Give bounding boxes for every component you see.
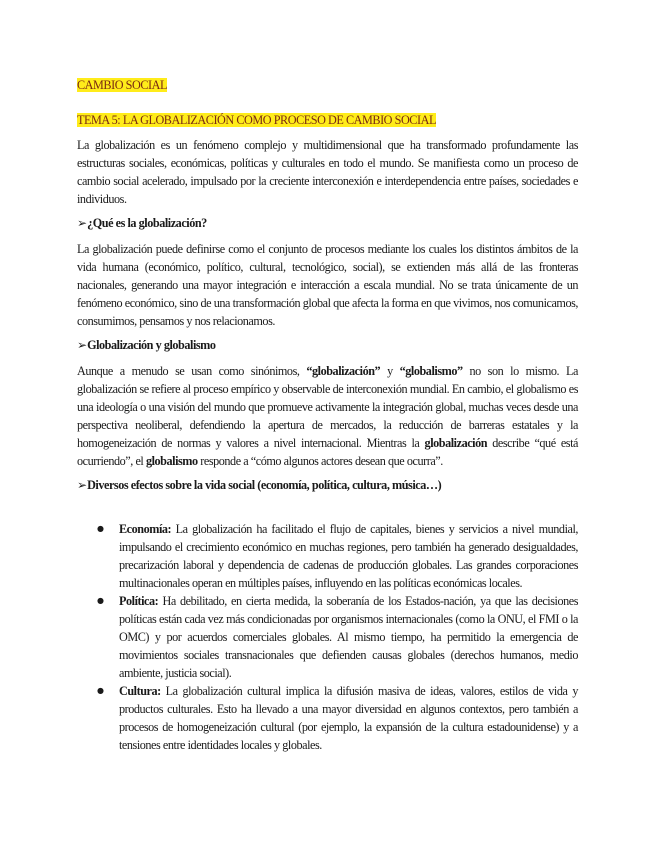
list-item-text: La globalización cultural implica la difusión masiva de ideas, valores, estilos de vida y productos culturales. Esto ha llevado a una mayor diversidad en algunos contextos, pero también a procesos de homogeneización cultural (por ejemplo, la expansión de la cultura estadounidense) y a tensiones entre identidades locales y globales. (119, 684, 578, 752)
topic-title (77, 111, 578, 129)
text-run: describe “qué está ocurriendo”, el (77, 436, 578, 468)
document-body (77, 76, 578, 754)
arrow-bullet-icon: ➢ (77, 338, 88, 352)
text-run: y (380, 364, 400, 378)
section-heading-text: Diversos efectos sobre la vida social (economía, política, cultura, música…) (87, 478, 442, 492)
bold-term: “globalismo” (399, 364, 463, 378)
list-item-politics (97, 592, 578, 682)
subject-title (77, 76, 578, 94)
bold-term: globalismo (145, 454, 198, 468)
list-item-label: Política: (119, 594, 159, 608)
list-item-economy (97, 520, 578, 592)
list-item-label: Economía: (119, 522, 172, 536)
section-heading-text: ¿Qué es la globalización? (87, 216, 207, 230)
bullet-dot-icon: ● (97, 686, 104, 695)
arrow-bullet-icon: ➢ (77, 216, 88, 230)
text-run: Aunque a menudo se usan como sinónimos, (77, 364, 307, 378)
bullet-dot-icon: ● (97, 596, 104, 605)
definition-paragraph: La globalización puede definirse como el conjunto de procesos mediante los cuales los distintos ámbitos de la vida humana (económico, político, cultural, tecnológico, social), se extienden más allá de las fronteras nacionales, generando una mayor integración e interacción a escala mundial. No se trata únicamente de un fenómeno económico, sino de una transformación global que afecta la forma en que vivimos, nos comunicamos, consumimos, pensamos y nos relacionamos. (77, 242, 578, 328)
list-item-text: Ha debilitado, en cierta medida, la soberanía de los Estados-nación, ya que las decisiones políticas están cada vez más condicionadas por organismos internacionales (como la ONU, el FMI o la OMC) y por acuerdos comerciales globales. Al mismo tiempo, ha permitido la emergencia de movimientos sociales transnacionales que defienden causas globales (derechos humanos, medio ambiente, justicia social). (119, 594, 578, 680)
subject-highlight: CAMBIO SOCIAL (77, 78, 167, 92)
list-item-label: Cultura: (119, 684, 161, 698)
bold-term: globalización (424, 436, 488, 450)
bullet-dot-icon: ● (97, 524, 104, 533)
section-heading-text: Globalización y globalismo (87, 338, 216, 352)
intro-paragraph: La globalización es un fenómeno complejo y multidimensional que ha transformado profundamente las estructuras sociales, económicas, políticas y culturales en todo el mundo. Se manifiesta como un proceso de cambio social acelerado, impulsado por la creciente interconexión e interdependencia entre países, sociedades e individuos. (77, 138, 578, 206)
list-item-culture (97, 682, 578, 754)
section-heading-effects (77, 476, 578, 494)
globalism-paragraph (77, 362, 578, 470)
section-heading-globalism (77, 336, 578, 354)
text-run: no son lo mismo. La globalización se refiere al proceso empírico y observable de interconexión mundial. En cambio, el globalismo es una ideología o una visión del mundo que promueve activamente la integración global, muchas veces desde una perspectiva neoliberal, defendiendo la apertura de mercados, la reducción de barreras estatales y la homogeneización de normas y valores a nivel internacional. Mientras la (77, 364, 578, 450)
bold-term: “globalización” (306, 364, 381, 378)
text-run: responde a “cómo algunos actores desean que ocurra”. (197, 454, 443, 468)
list-item-text: La globalización ha facilitado el flujo de capitales, bienes y servicios a nivel mundial, impulsando el crecimiento económico en muchas regiones, pero también ha generado desigualdades, precarización laboral y dependencia de cadenas de producción globales. Las grandes corporaciones multinacionales operan en múltiples países, influyendo en las políticas económicas locales. (119, 522, 578, 590)
effects-list (77, 520, 578, 754)
topic-highlight: TEMA 5: LA GLOBALIZACIÓN COMO PROCESO DE CAMBIO SOCIAL (77, 113, 436, 127)
arrow-bullet-icon: ➢ (77, 478, 88, 492)
section-heading-what-is (77, 214, 578, 232)
